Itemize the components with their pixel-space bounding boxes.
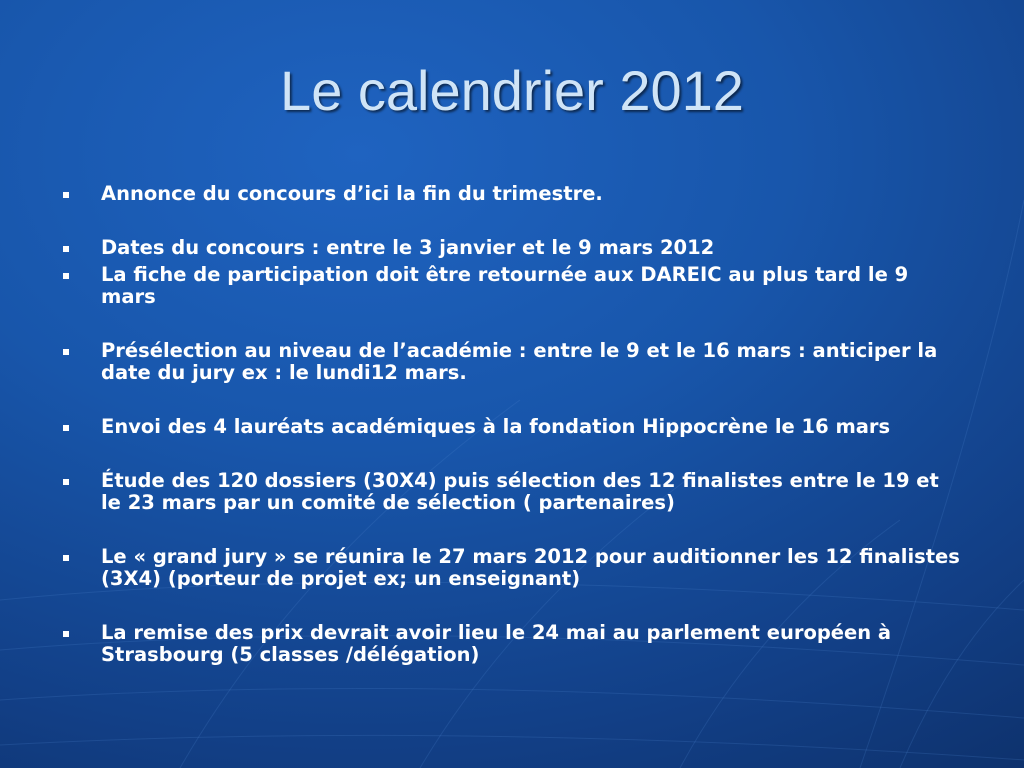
bullet-text: La remise des prix devrait avoir lieu le 24 mai au parlement européen à Strasbourg (5 classes /délégation) (101, 621, 892, 666)
bullet-text: La fiche de participation doit être retournée aux DAREIC au plus tard le 9 mars (101, 263, 909, 308)
list-item (60, 622, 965, 666)
bullet-text: Le « grand jury » se réunira le 27 mars 2012 pour auditionner les 12 finalistes (3X4) (porteur de projet ex; un enseignant) (101, 545, 960, 590)
bullet-text: Annonce du concours d’ici la fin du trimestre. (101, 182, 603, 205)
list-item (60, 183, 965, 205)
list-item (60, 264, 965, 308)
square-bullet-icon (63, 425, 69, 431)
square-bullet-icon (63, 631, 69, 637)
bullet-text: Présélection au niveau de l’académie : entre le 9 et le 16 mars : anticiper la date du jury ex : le lundi12 mars. (101, 339, 938, 384)
slide-title: Le calendrier 2012 (280, 59, 744, 122)
list-item (60, 546, 965, 590)
square-bullet-icon (63, 479, 69, 485)
square-bullet-icon (63, 246, 69, 252)
square-bullet-icon (63, 192, 69, 198)
square-bullet-icon (63, 555, 69, 561)
list-item (60, 416, 965, 438)
square-bullet-icon (63, 273, 69, 279)
bullet-text: Étude des 120 dossiers (30X4) puis sélection des 12 finalistes entre le 19 et le 23 mars par un comité de sélection ( partenaires) (101, 469, 939, 514)
list-item (60, 340, 965, 384)
list-item (60, 237, 965, 259)
list-item (60, 470, 965, 514)
bullet-list (60, 183, 965, 698)
bullet-text: Dates du concours : entre le 3 janvier et le 9 mars 2012 (101, 236, 715, 259)
square-bullet-icon (63, 349, 69, 355)
bullet-text: Envoi des 4 lauréats académiques à la fondation Hippocrène le 16 mars (101, 415, 891, 438)
